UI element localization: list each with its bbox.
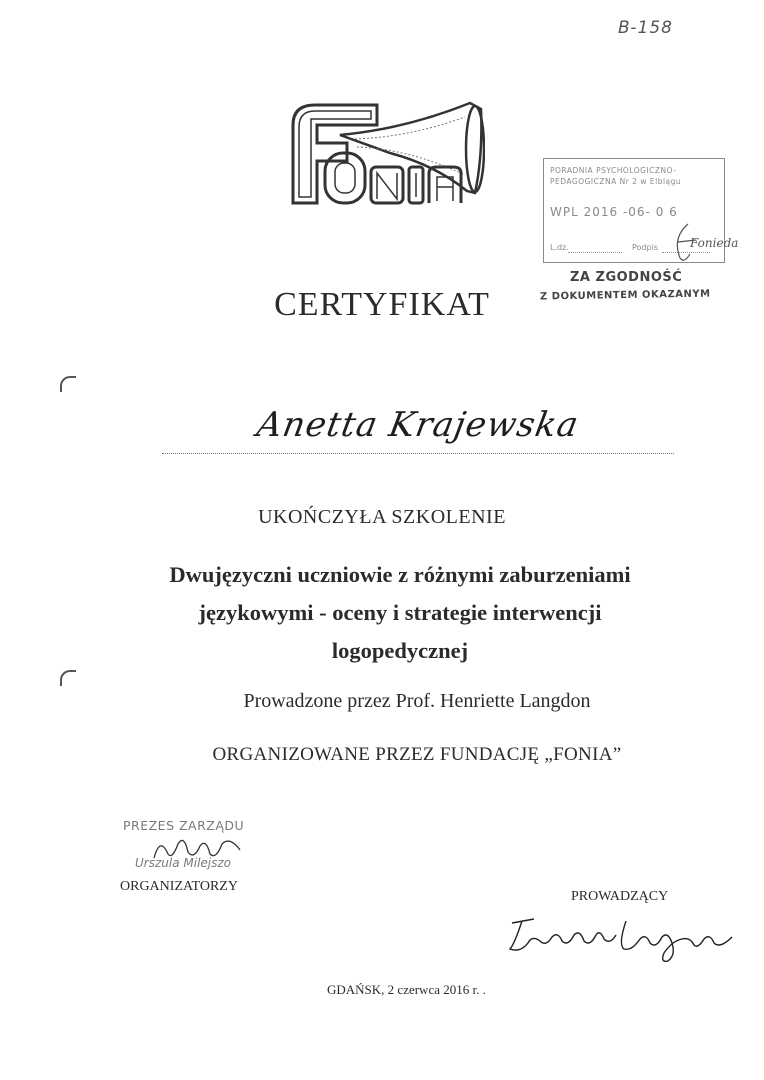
stamp-institution-line-1: PORADNIA PSYCHOLOGICZNO- — [550, 166, 677, 175]
course-title-line: logopedycznej — [331, 638, 469, 663]
punch-hole-mark — [60, 376, 76, 392]
stamp-podpis-label: Podpis — [632, 243, 658, 252]
stamp-ldz-label: L.dz. — [550, 243, 569, 252]
recipient-name: Anetta Krajewska — [253, 405, 583, 445]
fonia-logo — [285, 95, 485, 215]
conformity-stamp-main: ZA ZGODNOŚĆ — [570, 270, 683, 285]
instructor-signature — [500, 905, 740, 965]
name-dotted-line — [162, 453, 674, 454]
course-title-line: językowymi - oceny i strategie interwencji — [198, 600, 602, 625]
completion-statement: UKOŃCZYŁA SZKOLENIE — [258, 506, 506, 528]
stamp-date: WPL 2016 -06- 0 6 — [550, 205, 678, 219]
conformity-stamp-sub: Z DOKUMENTEM OKAZANYM — [539, 288, 711, 303]
course-title — [90, 556, 710, 670]
instructor-line: Prowadzone przez Prof. Henriette Langdon — [243, 690, 591, 712]
place-and-date: GDAŃSK, 2 czerwca 2016 r. . — [327, 982, 486, 997]
stamp-signature: Fonieda — [690, 236, 739, 250]
organizer-line: ORGANIZOWANE PRZEZ FUNDACJĘ „FONIA” — [212, 744, 622, 765]
course-title-line: Dwujęzyczni uczniowie z różnymi zaburzeniami — [169, 562, 631, 587]
president-stamp-title: PREZES ZARZĄDU — [123, 818, 245, 833]
instructor-label: PROWADZĄCY — [571, 889, 669, 904]
stamp-institution-line-2: PEDAGOGICZNA Nr 2 w Elblągu — [550, 177, 682, 186]
stamp-ldz-line — [568, 252, 622, 253]
organizers-label: ORGANIZATORZY — [120, 879, 238, 894]
punch-hole-mark — [60, 670, 76, 686]
document-reference: B-158 — [618, 18, 673, 38]
president-stamp-name: Urszula Milejszo — [135, 856, 232, 870]
certificate-title: CERTYFIKAT — [274, 286, 490, 323]
